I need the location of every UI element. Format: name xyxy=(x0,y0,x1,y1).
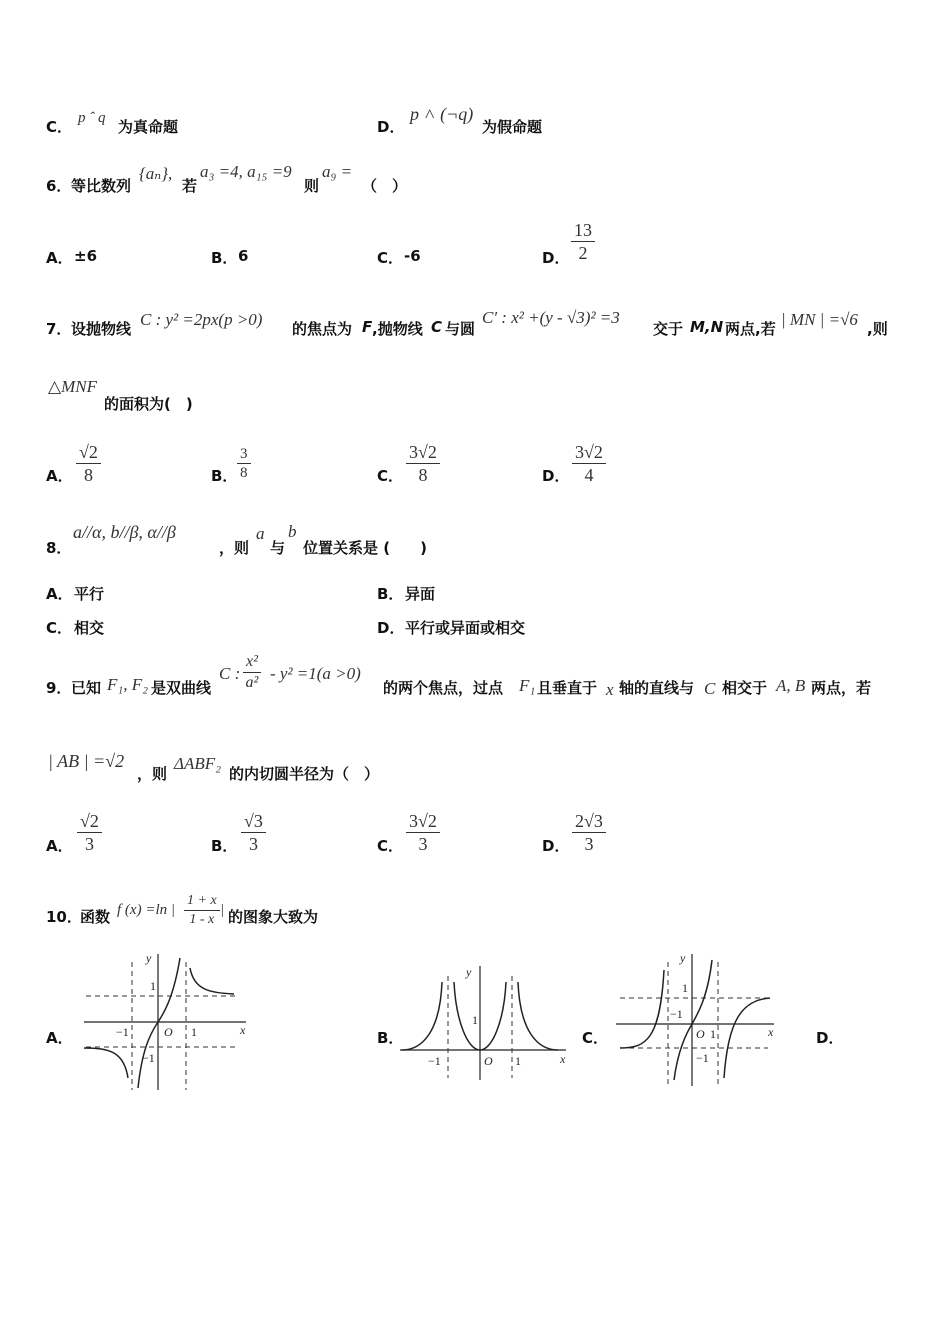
fraction-denominator: 4 xyxy=(584,465,594,485)
q6-text-2: 若 xyxy=(182,177,198,195)
q6-option-a-text: ±6 xyxy=(74,247,98,265)
curve-right xyxy=(190,968,234,994)
q6-option-b-label: B． xyxy=(211,249,238,267)
q9-text-7: 两点，若 xyxy=(811,679,872,697)
label-origin: O xyxy=(484,1054,493,1068)
label-x: x xyxy=(240,1023,246,1037)
q7-option-a-fraction xyxy=(76,441,101,486)
q9-math-hyperbola-c: C : xyxy=(219,664,241,683)
label-neg-one-y: −1 xyxy=(696,1051,709,1065)
q7-focus-f: F xyxy=(362,318,373,336)
q7-text-1: 设抛物线 xyxy=(71,320,132,338)
q7-math-triangle: △MNF xyxy=(48,377,97,396)
q8-text-1: ，则 xyxy=(219,539,250,557)
q7-math-parabola: C : y² =2px(p >0) xyxy=(140,310,263,329)
q7-option-b-label: B． xyxy=(211,467,238,485)
curve-left xyxy=(620,970,664,1048)
fraction-denominator: 3 xyxy=(584,834,594,854)
q9-text-3: 的两个焦点，过点 xyxy=(383,679,504,697)
q9-option-c-fraction xyxy=(406,810,440,855)
q5-option-c-math: p ˆ q xyxy=(78,110,106,126)
q7-option-d-fraction xyxy=(572,441,606,486)
q10-option-c-label: C． xyxy=(582,1029,609,1047)
fraction-numerator: x² xyxy=(243,652,261,673)
q9-text-4: 且垂直于 xyxy=(537,679,598,697)
q6-text-3: 则 xyxy=(304,177,320,195)
q9-text-2: 是双曲线 xyxy=(151,679,212,697)
q9-math-ab-length: | AB | =√2 xyxy=(48,751,125,771)
q7-text-8: 的面积为( ) xyxy=(104,395,193,413)
q6-math-given: a₃ =4, a₁₅ =9 xyxy=(200,162,292,181)
q6-option-d-label: D． xyxy=(542,249,570,267)
label-neg-one-y: −1 xyxy=(142,1051,155,1065)
q6-option-a-label: A． xyxy=(46,249,73,267)
q10-option-a-label: A． xyxy=(46,1029,73,1047)
q9-text-8: ，则 xyxy=(137,765,168,783)
q8-option-d-text: 平行或异面或相交 xyxy=(405,619,526,637)
q7-option-d-label: D． xyxy=(542,467,570,485)
q8-math-a: a xyxy=(256,524,265,543)
q5-option-c-label: C． xyxy=(46,118,73,136)
fraction-numerator: 2√3 xyxy=(572,810,606,833)
q9-math-f1: F₁ xyxy=(519,676,536,695)
q7-text-6: 两点,若 xyxy=(725,320,776,338)
q6-text-4: （ ） xyxy=(362,177,408,195)
fraction-numerator: 1 + x xyxy=(184,892,220,911)
label-y: y xyxy=(680,951,686,965)
fraction-numerator: 3√2 xyxy=(406,810,440,833)
q6-option-c-text: -6 xyxy=(404,247,421,265)
q7-number: 7． xyxy=(46,320,72,338)
q6-text-1: 等比数列 xyxy=(71,177,132,195)
label-one-y: 1 xyxy=(150,979,156,993)
q10-number: 10． xyxy=(46,908,82,926)
fraction-denominator: 8 xyxy=(240,465,248,481)
fraction-denominator: 3 xyxy=(418,834,428,854)
q9-option-a-fraction xyxy=(77,810,102,855)
label-origin: O xyxy=(696,1027,705,1041)
q6-option-c-label: C． xyxy=(377,249,404,267)
q10-graph-c xyxy=(612,950,780,1090)
q9-number: 9． xyxy=(46,679,72,697)
q6-math-sequence: {aₙ}, xyxy=(139,164,173,183)
q7-option-c-label: C． xyxy=(377,467,404,485)
q9-math-c: C xyxy=(704,679,716,698)
q6-math-target: a₉ = xyxy=(322,162,353,181)
q8-option-b-text: 异面 xyxy=(405,585,436,603)
curve-left xyxy=(402,982,442,1050)
label-one-x: 1 xyxy=(710,1027,716,1041)
label-one-y: 1 xyxy=(682,981,688,995)
q10-math-function: f (x) =ln | xyxy=(117,902,175,918)
fraction-numerator: 3√2 xyxy=(572,441,606,464)
q6-option-b-text: 6 xyxy=(238,247,249,265)
curve-right xyxy=(518,982,558,1050)
fraction-denominator: a² xyxy=(245,674,259,691)
q9-option-a-label: A． xyxy=(46,837,73,855)
label-neg-one-x: −1 xyxy=(428,1054,441,1068)
fraction-numerator: 13 xyxy=(571,219,595,242)
q10-graph-a xyxy=(80,950,252,1095)
q9-hyperbola-fraction xyxy=(243,652,261,693)
q8-option-c-label: C． xyxy=(46,619,73,637)
q5-option-d-label: D． xyxy=(377,118,405,136)
label-one-x: 1 xyxy=(191,1025,197,1039)
q6-number: 6． xyxy=(46,177,72,195)
q9-text-5: 轴的直线与 xyxy=(619,679,695,697)
label-y: y xyxy=(146,951,152,965)
fraction-denominator: 1 - x xyxy=(189,912,215,927)
fraction-denominator: 8 xyxy=(418,465,428,485)
q10-option-b-label: B． xyxy=(377,1029,404,1047)
label-neg-one-x: −1 xyxy=(116,1025,129,1039)
q8-option-d-label: D． xyxy=(377,619,405,637)
q10-graph-b xyxy=(398,962,572,1082)
label-x: x xyxy=(560,1052,566,1066)
label-origin: O xyxy=(164,1025,173,1039)
fraction-denominator: 3 xyxy=(84,834,94,854)
fraction-denominator: 8 xyxy=(83,465,93,485)
fraction-numerator: 3 xyxy=(237,445,251,464)
fraction-numerator: 3√2 xyxy=(406,441,440,464)
q9-math-ab: A, B xyxy=(776,676,806,695)
q7-text-5: 交于 xyxy=(653,320,684,338)
curve-right xyxy=(724,998,770,1078)
q9-option-d-label: D． xyxy=(542,837,570,855)
q9-option-b-fraction xyxy=(241,810,266,855)
fraction-denominator: 3 xyxy=(248,834,258,854)
q7-math-mn-length: | MN | =√6 xyxy=(781,310,858,329)
q9-text-1: 已知 xyxy=(71,679,102,697)
q8-number: 8． xyxy=(46,539,72,557)
q9-math-hyperbola-rest: - y² =1(a >0) xyxy=(270,664,361,683)
label-one-y: 1 xyxy=(472,1013,478,1027)
q5-option-c-text: 为真命题 xyxy=(118,118,179,136)
q7-points-mn: M,N xyxy=(690,318,724,336)
q8-option-a-label: A． xyxy=(46,585,73,603)
q9-math-triangle: ΔABF₂ xyxy=(174,754,222,773)
q9-math-foci: F₁, F₂ xyxy=(107,675,149,694)
q10-text-2: 的图象大致为 xyxy=(228,908,319,926)
q7-option-a-label: A． xyxy=(46,467,73,485)
q5-option-d-text: 为假命题 xyxy=(482,118,543,136)
q8-option-c-text: 相交 xyxy=(74,619,105,637)
q8-math-b: b xyxy=(288,522,297,541)
q10-math-abs-end: | xyxy=(220,902,225,918)
q9-math-x: x xyxy=(606,680,614,699)
q7-text-4: 与圆 xyxy=(445,320,476,338)
label-y: y xyxy=(466,965,472,979)
label-neg-one-x: −1 xyxy=(670,1007,683,1021)
q7-text-2: 的焦点为 xyxy=(292,320,353,338)
curve-middle xyxy=(138,958,180,1088)
q10-text-1: 函数 xyxy=(80,908,111,926)
q8-math-conditions: a//α, b//β, α//β xyxy=(73,522,176,542)
q8-option-b-label: B． xyxy=(377,585,404,603)
q10-function-fraction xyxy=(184,892,220,929)
q5-option-d-math: p ˄ (¬q) xyxy=(410,104,474,124)
fraction-numerator: √3 xyxy=(241,810,266,833)
label-one-x: 1 xyxy=(515,1054,521,1068)
curve-left xyxy=(84,1048,128,1078)
fraction-numerator: √2 xyxy=(76,441,101,464)
q9-option-c-label: C． xyxy=(377,837,404,855)
q9-option-b-label: B． xyxy=(211,837,238,855)
fraction-denominator: 2 xyxy=(578,243,588,263)
q7-text-3: ,抛物线 xyxy=(372,320,423,338)
q10-option-d-label: D． xyxy=(816,1029,844,1047)
q8-text-3: 位置关系是 ( ) xyxy=(303,539,427,557)
q7-option-c-fraction xyxy=(406,441,440,486)
q7-option-b-fraction xyxy=(237,445,251,482)
q8-text-2: 与 xyxy=(270,539,286,557)
q9-text-9: 的内切圆半径为（ ） xyxy=(229,765,380,783)
q9-option-d-fraction xyxy=(572,810,606,855)
fraction-numerator: √2 xyxy=(77,810,102,833)
q7-math-circle: C′ : x² +(y - √3)² =3 xyxy=(482,308,620,327)
q6-option-d-fraction xyxy=(571,219,595,264)
q7-text-7: ,则 xyxy=(867,320,888,338)
q9-text-6: 相交于 xyxy=(722,679,768,697)
label-x: x xyxy=(768,1025,774,1039)
q7-curve-c: C xyxy=(431,318,443,336)
q8-option-a-text: 平行 xyxy=(74,585,105,603)
